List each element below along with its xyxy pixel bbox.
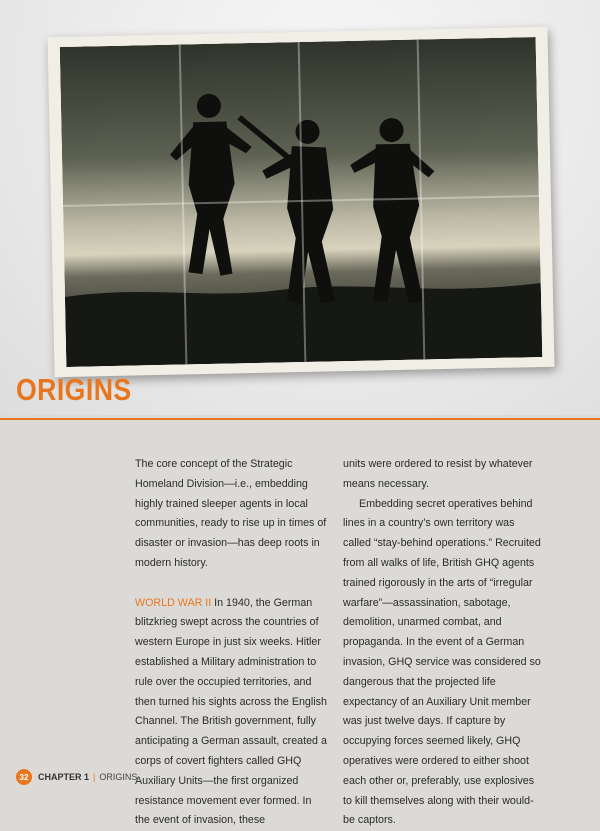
runin-heading: WORLD WAR II bbox=[135, 596, 212, 609]
page-title: ORIGINS bbox=[16, 372, 132, 407]
intro-paragraph: The core concept of the Strategic Homeland Division—i.e., embedding highly trained sleeper agents in local communities, ready to rise up in times of disaster or invasion—has deep roots in modern history. bbox=[135, 458, 327, 569]
footer-section: ORIGINS bbox=[99, 772, 138, 782]
heading-row bbox=[0, 372, 600, 420]
photo-frame bbox=[47, 27, 554, 377]
stay-behind-paragraph: Embedding secret operatives behind lines in a country’s own territory was called “stay-behind operations.” Recruited from all walks of life, British GHQ agents trained rigorously in the arts of “irregular warfare”—assassination, sabotage, demolition, unarmed combat, and propaganda. In the event of a German invasion, GHQ service was considered so dangerous that the projected life expectancy of an Auxiliary Unit member was just twelve days. If capture by occupying forces seemed likely, GHQ operatives were ordered to either shoot each other or, preferably, use explosives to kill themselves along with their would-be captors. bbox=[343, 497, 541, 827]
footer-separator: | bbox=[93, 772, 96, 782]
soldiers-silhouette-photo bbox=[60, 37, 543, 367]
ww2-text: In 1940, the German blitzkrieg swept across the countries of western Europe in just six weeks. Hitler established a Military administration to rule over the occupied territories, and then turned his sights across the English Channel. The British government, fully anticipating a German assault, created a corps of covert fighters called GHQ Auxiliary Units—the first organized resistance movement ever formed. In the event of invasion, these bbox=[135, 596, 327, 827]
left-column bbox=[135, 455, 327, 831]
footer-chapter: CHAPTER 1 bbox=[38, 772, 90, 782]
ww2-paragraph bbox=[135, 594, 327, 831]
continued-paragraph: units were ordered to resist by whatever means necessary. bbox=[343, 458, 533, 490]
page-number: 32 bbox=[16, 769, 32, 785]
body-columns bbox=[135, 455, 570, 827]
right-column bbox=[343, 455, 543, 831]
page-footer bbox=[16, 768, 137, 786]
